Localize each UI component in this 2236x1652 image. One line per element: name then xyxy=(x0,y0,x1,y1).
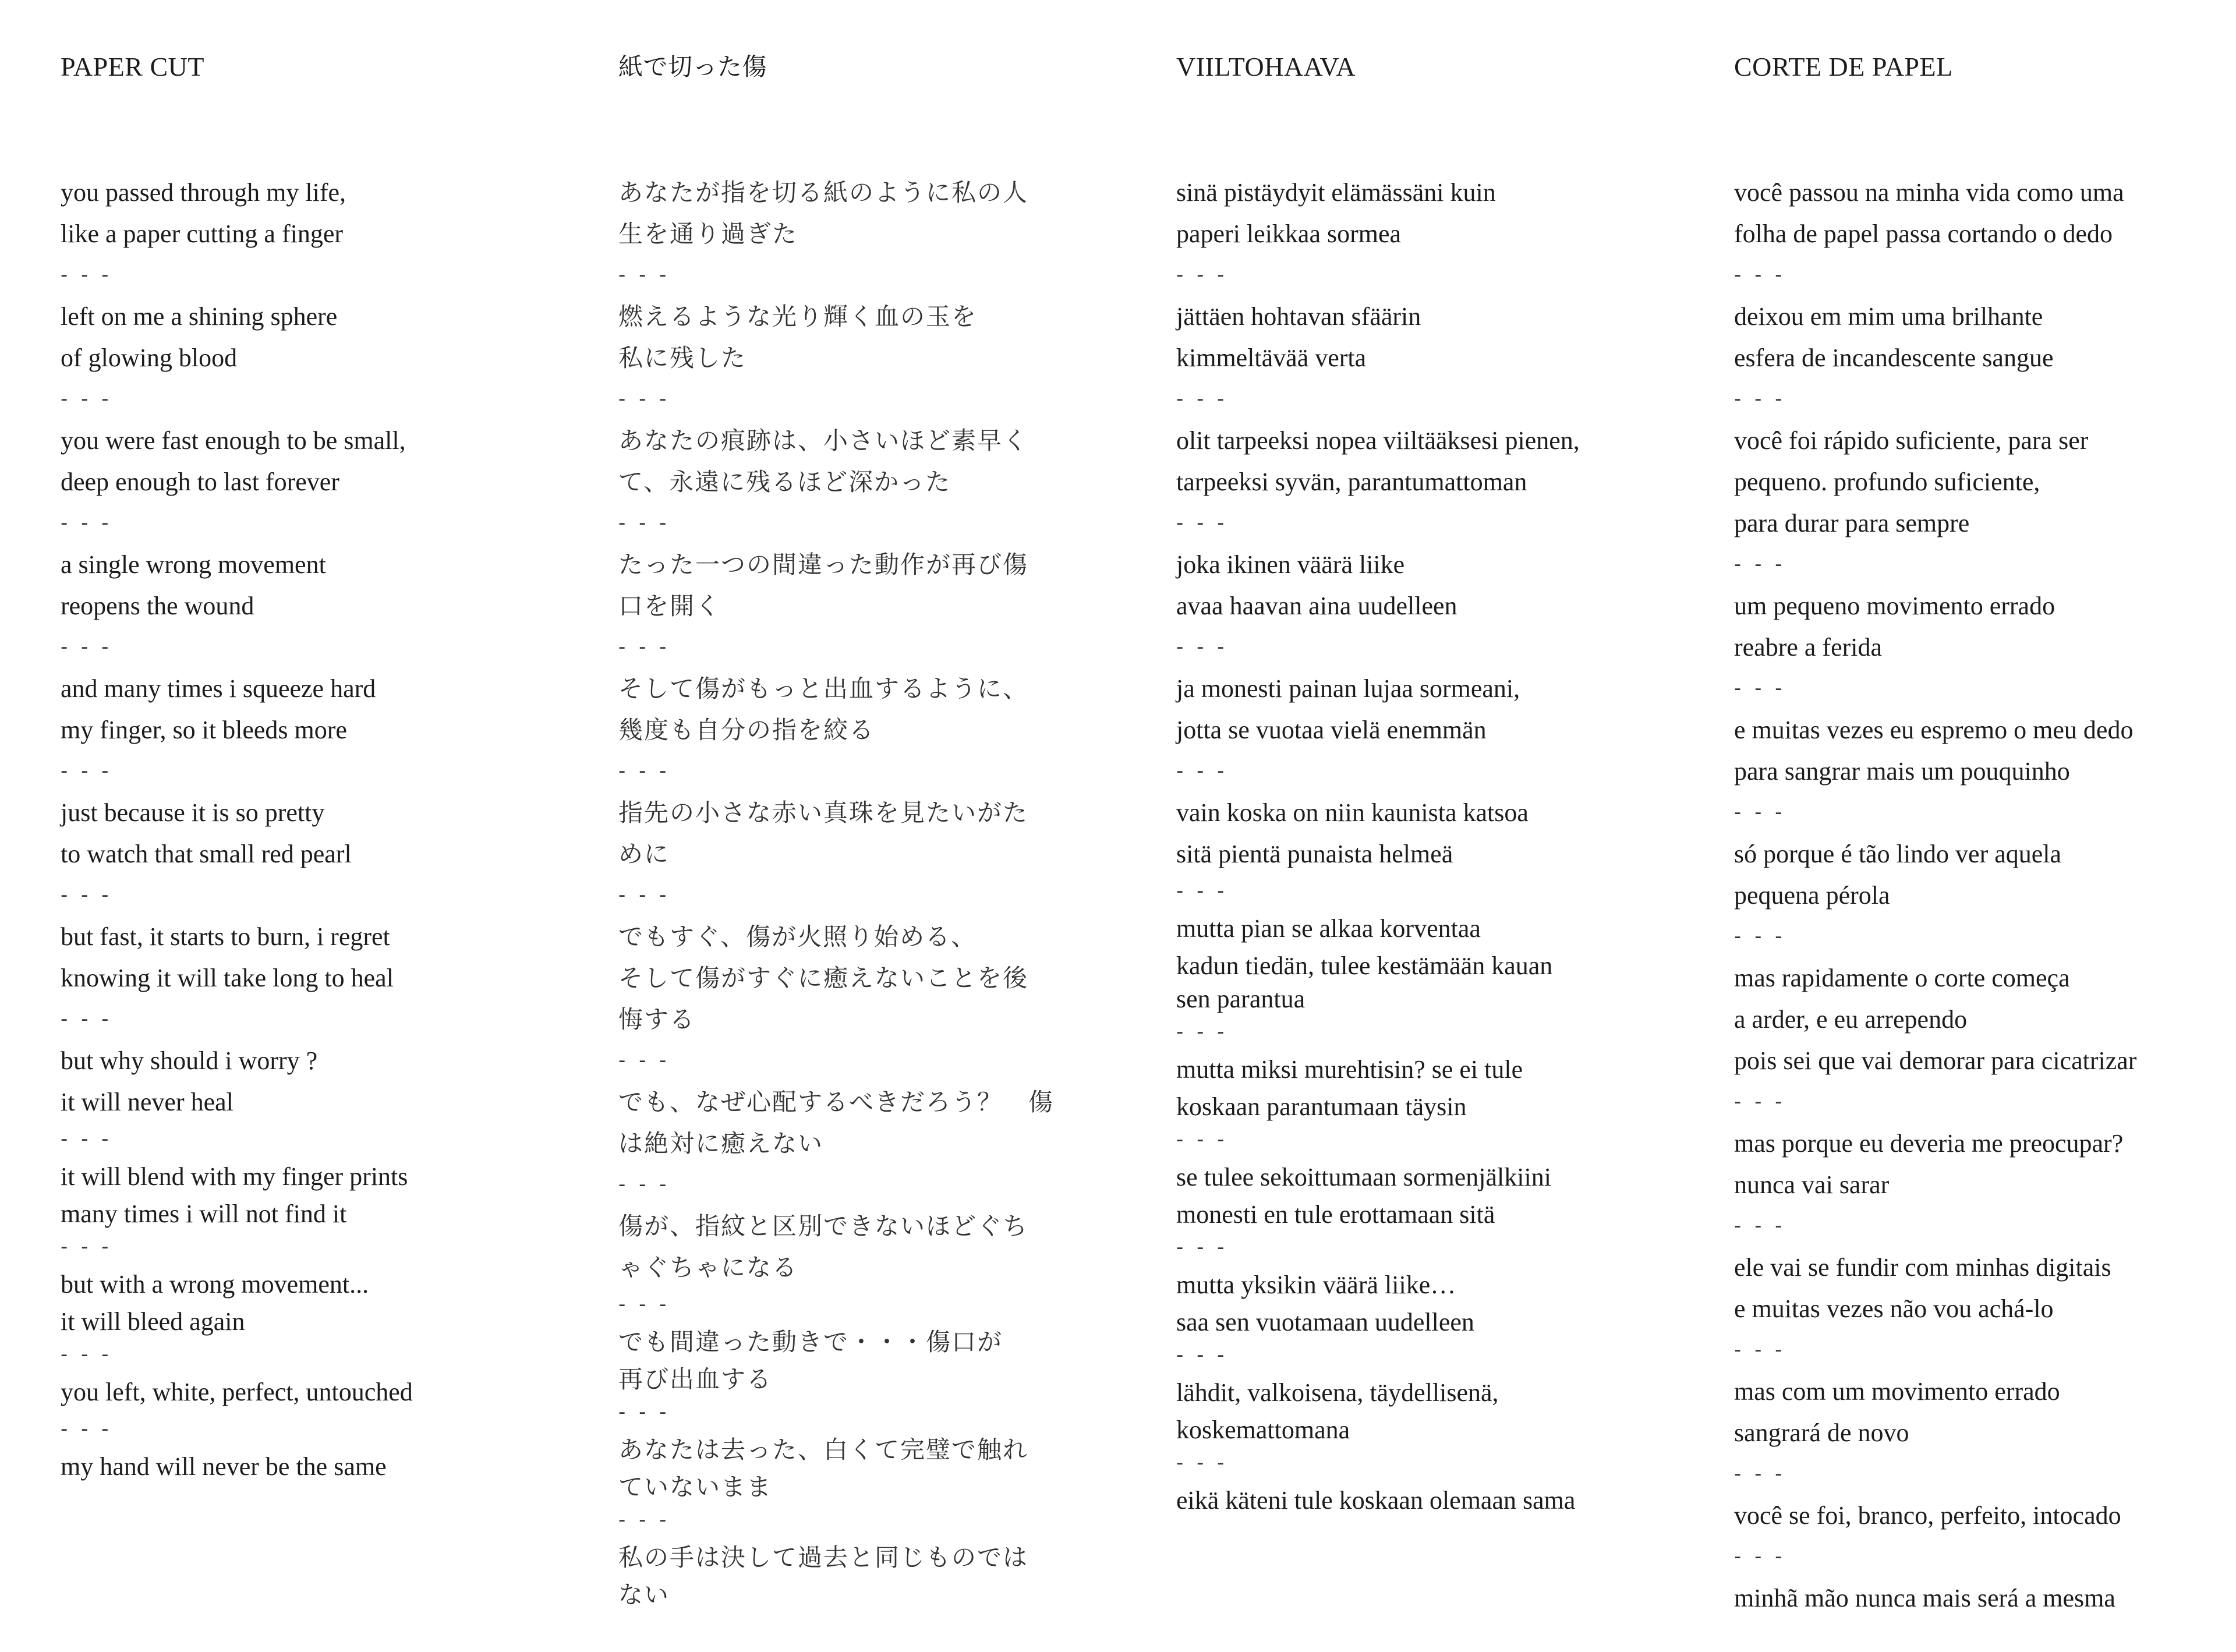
poem-line: paperi leikkaa sormea xyxy=(1176,220,1402,248)
stanza xyxy=(618,1504,1142,1611)
stanza xyxy=(1176,1339,1700,1446)
stanza-separator: - - - xyxy=(1176,1020,1228,1043)
poem-line: reabre a ferida xyxy=(1734,633,1883,661)
poem-line: あなたの痕跡は、小さいほど素早く xyxy=(618,426,1029,455)
stanza-separator: - - - xyxy=(61,1417,112,1441)
poem-line: nunca vai sarar xyxy=(1734,1170,1890,1199)
poem-line: pequeno. profundo suficiente, xyxy=(1734,468,2040,496)
stanzas-portuguese xyxy=(1734,172,2236,1619)
stanza-separator: - - - xyxy=(618,635,670,659)
poem-title-finnish: VIILTOHAAVA xyxy=(1176,52,1356,82)
stanza xyxy=(61,254,585,378)
poem-line: olit tarpeeksi nopea viiltääksesi pienen, xyxy=(1176,426,1580,455)
stanza-separator: - - - xyxy=(61,1235,112,1258)
stanza xyxy=(1176,627,1700,751)
stanza xyxy=(1176,751,1700,875)
stanza xyxy=(618,1396,1142,1504)
stanza xyxy=(1176,378,1700,503)
poem-line: deep enough to last forever xyxy=(61,468,339,496)
stanza-separator: - - - xyxy=(1734,925,1786,948)
stanza-separator: - - - xyxy=(1176,879,1228,903)
stanza-separator: - - - xyxy=(1734,1462,1786,1485)
poem-line: deixou em mim uma brilhante xyxy=(1734,302,2043,331)
poem-line: そして傷がもっと出血するように、 xyxy=(618,674,1029,703)
stanza-separator: - - - xyxy=(618,1293,670,1316)
poem-line: 指先の小さな赤い真珠を見たいがた xyxy=(618,798,1029,827)
poem-line: 幾度も自分の指を絞る xyxy=(618,716,875,744)
stanza-separator: - - - xyxy=(61,387,112,411)
column-english xyxy=(61,49,585,1481)
stanzas-japanese xyxy=(618,172,1142,1611)
poem-line: ele vai se fundir com minhas digitais xyxy=(1734,1253,2111,1282)
poem-line: 傷が、指紋と区別できないほどぐち xyxy=(618,1212,1029,1240)
poem-line: vain koska on niin kaunista katsoa xyxy=(1176,798,1529,827)
poem-line: jättäen hohtavan sfäärin xyxy=(1176,302,1421,331)
poem-line: mutta pian se alkaa korventaa xyxy=(1176,914,1481,943)
poem-title-english: PAPER CUT xyxy=(61,52,204,82)
poem-line: 悔する xyxy=(618,1005,696,1034)
stanza xyxy=(1176,1231,1700,1339)
stanza xyxy=(1734,792,2236,916)
poem-line: lähdit, valkoisena, täydellisenä, xyxy=(1176,1378,1499,1407)
stanza xyxy=(618,1164,1142,1288)
stanza-separator: - - - xyxy=(1176,387,1228,411)
poem-line: você foi rápido suficiente, para ser xyxy=(1734,426,2089,455)
poem-line: mutta miksi murehtisin? se ei tule xyxy=(1176,1055,1523,1084)
stanza-separator: - - - xyxy=(1734,801,1786,824)
poem-line: 私の手は決して過去と同じものでは xyxy=(618,1543,1029,1572)
stanza xyxy=(618,378,1142,503)
column-japanese xyxy=(618,49,1142,1609)
poem-line: a single wrong movement xyxy=(61,550,326,579)
stanza-separator: - - - xyxy=(618,1049,670,1072)
poem-line: it will bleed again xyxy=(61,1307,245,1336)
poem-line: esfera de incandescente sangue xyxy=(1734,344,2054,372)
stanza xyxy=(61,1230,585,1338)
poem-line: para durar para sempre xyxy=(1734,509,1970,537)
stanza-separator: - - - xyxy=(1176,1343,1228,1367)
stanza xyxy=(1176,1446,1700,1521)
stanza xyxy=(1734,916,2236,1081)
poem-line: ていないまま xyxy=(618,1473,773,1501)
poem-line: tarpeeksi syvän, parantumattoman xyxy=(1176,468,1527,496)
poem-line: でも間違った動きで・・・傷口が xyxy=(618,1328,1003,1356)
poem-line: pois sei que vai demorar para cicatrizar xyxy=(1734,1046,2137,1075)
stanza xyxy=(1176,875,1700,1016)
column-finnish xyxy=(1176,49,1700,1515)
poem-line: kadun tiedän, tulee kestämään kauan xyxy=(1176,951,1553,980)
poem-line: koskaan parantumaan täysin xyxy=(1176,1092,1467,1121)
stanza xyxy=(618,627,1142,751)
poem-line: you passed through my life, xyxy=(61,178,346,207)
poem-line: 口を開く xyxy=(618,592,721,620)
stanza-separator: - - - xyxy=(61,883,112,907)
poem-line: jotta se vuotaa vielä enemmän xyxy=(1176,716,1487,744)
poem-line: 私に残した xyxy=(618,344,747,372)
poem-line: sen parantua xyxy=(1176,985,1305,1013)
stanza xyxy=(1734,1205,2236,1329)
poem-line: でも、なぜ心配するべきだろう？ 傷 xyxy=(618,1088,1055,1116)
stanza xyxy=(1734,1536,2236,1619)
poem-line: そして傷がすぐに癒えないことを後 xyxy=(618,964,1029,992)
stanzas-finnish xyxy=(1176,172,1700,1521)
stanza-separator: - - - xyxy=(1176,1128,1228,1151)
stanza xyxy=(1734,172,2236,254)
poem-line: sinä pistäydyit elämässäni kuin xyxy=(1176,178,1496,207)
poem-line: monesti en tule erottamaan sitä xyxy=(1176,1200,1495,1229)
poem-line: mas rapidamente o corte começa xyxy=(1734,964,2070,992)
poem-line: sitä pientä punaista helmeä xyxy=(1176,840,1453,868)
stanza-separator: - - - xyxy=(61,1007,112,1031)
stanza xyxy=(1176,172,1700,254)
column-portuguese xyxy=(1734,49,2236,1612)
stanza xyxy=(61,1123,585,1230)
stanza xyxy=(1734,254,2236,378)
poem-line: um pequeno movimento errado xyxy=(1734,592,2055,620)
stanza xyxy=(618,1040,1142,1164)
stanza-separator: - - - xyxy=(618,1508,670,1531)
poem-line: joka ikinen väärä liike xyxy=(1176,550,1405,579)
stanza-separator: - - - xyxy=(618,263,670,286)
stanza xyxy=(61,378,585,503)
poem-line: 再び出血する xyxy=(618,1365,773,1393)
poem-line: você se foi, branco, perfeito, intocado xyxy=(1734,1501,2121,1530)
stanza-separator: - - - xyxy=(61,759,112,783)
stanza-separator: - - - xyxy=(1176,1451,1228,1474)
stanza-separator: - - - xyxy=(1176,759,1228,783)
stanza-separator: - - - xyxy=(618,883,670,907)
stanza xyxy=(61,172,585,254)
stanza-separator: - - - xyxy=(1734,1545,1786,1568)
stanza xyxy=(1176,1123,1700,1231)
poem-line: ゃぐちゃになる xyxy=(618,1253,798,1282)
stanza-separator: - - - xyxy=(1734,1214,1786,1237)
poem-line: て、永遠に残るほど深かった xyxy=(618,468,951,496)
poem-title-portuguese: CORTE DE PAPEL xyxy=(1734,52,1953,82)
stanza xyxy=(618,875,1142,1040)
stanza xyxy=(618,751,1142,875)
stanza-separator: - - - xyxy=(61,1343,112,1366)
poem-line: reopens the wound xyxy=(61,592,254,620)
poem-line: e muitas vezes não vou achá-lo xyxy=(1734,1294,2054,1323)
stanza-separator: - - - xyxy=(1734,1090,1786,1113)
stanza xyxy=(61,1413,585,1487)
poem-line: めに xyxy=(618,840,670,868)
poem-line: kimmeltävää verta xyxy=(1176,344,1367,372)
poem-line: ja monesti painan lujaa sormeani, xyxy=(1176,674,1520,703)
stanza xyxy=(618,172,1142,254)
stanza-separator: - - - xyxy=(618,1400,670,1424)
stanza xyxy=(1734,1329,2236,1453)
poem-line: a arder, e eu arrependo xyxy=(1734,1005,1968,1034)
stanza xyxy=(618,254,1142,378)
poem-line: eikä käteni tule koskaan olemaan sama xyxy=(1176,1486,1576,1515)
stanza-separator: - - - xyxy=(618,1173,670,1196)
poem-line: many times i will not find it xyxy=(61,1200,347,1228)
poem-line: ない xyxy=(618,1580,670,1609)
stanza-separator: - - - xyxy=(1176,635,1228,659)
stanza xyxy=(61,875,585,999)
poem-line: 生を通り過ぎた xyxy=(618,220,798,248)
poem-line: se tulee sekoittumaan sormenjälkiini xyxy=(1176,1163,1551,1191)
stanza-separator: - - - xyxy=(61,263,112,286)
poem-line: あなたが指を切る紙のように私の人 xyxy=(618,178,1029,207)
poem-line: like a paper cutting a finger xyxy=(61,220,344,248)
stanza xyxy=(1734,1453,2236,1536)
poem-line: você passou na minha vida como uma xyxy=(1734,178,2124,207)
poem-line: 燃えるような光り輝く血の玉を xyxy=(618,302,978,331)
poem-line: it will never heal xyxy=(61,1088,233,1116)
stanza-separator: - - - xyxy=(1176,511,1228,535)
stanza-separator: - - - xyxy=(1734,263,1786,286)
stanza-separator: - - - xyxy=(1176,1236,1228,1259)
stanza xyxy=(61,1338,585,1413)
stanzas-english xyxy=(61,172,585,1487)
poem-line: folha de papel passa cortando o dedo xyxy=(1734,220,2113,248)
poem-line: but fast, it starts to burn, i regret xyxy=(61,922,390,951)
poem-line: but why should i worry ? xyxy=(61,1046,318,1075)
poem-line: just because it is so pretty xyxy=(61,798,325,827)
poem-line: mutta yksikin väärä liike… xyxy=(1176,1271,1456,1299)
stanza xyxy=(1734,544,2236,668)
stanza xyxy=(1176,1016,1700,1123)
poem-line: you were fast enough to be small, xyxy=(61,426,406,455)
stanza-separator: - - - xyxy=(618,387,670,411)
stanza xyxy=(61,503,585,627)
poem-line: left on me a shining sphere xyxy=(61,302,338,331)
stanza-separator: - - - xyxy=(61,511,112,535)
poem-line: mas com um movimento errado xyxy=(1734,1377,2060,1406)
poem-line: saa sen vuotamaan uudelleen xyxy=(1176,1308,1474,1336)
stanza xyxy=(61,751,585,875)
poem-line: but with a wrong movement... xyxy=(61,1270,369,1299)
poem-title-japanese: 紙で切った傷 xyxy=(618,52,767,81)
stanza-separator: - - - xyxy=(1734,677,1786,700)
stanza xyxy=(61,999,585,1123)
stanza xyxy=(1176,503,1700,627)
poem-line: of glowing blood xyxy=(61,344,238,372)
poem-line: koskemattomana xyxy=(1176,1416,1350,1444)
poem-line: só porque é tão lindo ver aquela xyxy=(1734,840,2062,868)
poem-line: mas porque eu deveria me preocupar? xyxy=(1734,1129,2124,1158)
poem-line: avaa haavan aina uudelleen xyxy=(1176,592,1457,620)
poem-line: たった一つの間違った動作が再び傷 xyxy=(618,550,1029,579)
stanza xyxy=(1734,668,2236,792)
stanza xyxy=(1734,1081,2236,1205)
poem-line: my finger, so it bleeds more xyxy=(61,716,347,744)
poem-line: minhã mão nunca mais será a mesma xyxy=(1734,1584,2115,1612)
stanza-separator: - - - xyxy=(61,635,112,659)
poem-line: あなたは去った、白くて完璧で触れ xyxy=(618,1435,1029,1464)
stanza xyxy=(618,503,1142,627)
stanza-separator: - - - xyxy=(618,759,670,783)
stanza-separator: - - - xyxy=(1734,1338,1786,1361)
poem-line: pequena pérola xyxy=(1734,881,1890,910)
poem-line: knowing it will take long to heal xyxy=(61,964,394,992)
poem-line: my hand will never be the same xyxy=(61,1452,387,1481)
stanza xyxy=(618,1288,1142,1396)
stanza-separator: - - - xyxy=(61,1127,112,1151)
stanza xyxy=(1734,378,2236,544)
stanza xyxy=(61,627,585,751)
poem-line: でもすぐ、傷が火照り始める、 xyxy=(618,922,977,951)
poem-line: para sangrar mais um pouquinho xyxy=(1734,757,2070,786)
poem-line: it will blend with my finger prints xyxy=(61,1162,408,1191)
stanza-separator: - - - xyxy=(1734,553,1786,576)
poem-line: は絶対に癒えない xyxy=(618,1129,824,1158)
stanza xyxy=(1176,254,1700,378)
stanza-separator: - - - xyxy=(1734,387,1786,411)
poem-line: and many times i squeeze hard xyxy=(61,674,376,703)
stanza-separator: - - - xyxy=(618,511,670,535)
poem-line: e muitas vezes eu espremo o meu dedo xyxy=(1734,716,2134,744)
poem-line: to watch that small red pearl xyxy=(61,840,352,868)
stanza-separator: - - - xyxy=(1176,263,1228,286)
poem-line: you left, white, perfect, untouched xyxy=(61,1378,413,1406)
poem-line: sangrará de novo xyxy=(1734,1418,1909,1447)
